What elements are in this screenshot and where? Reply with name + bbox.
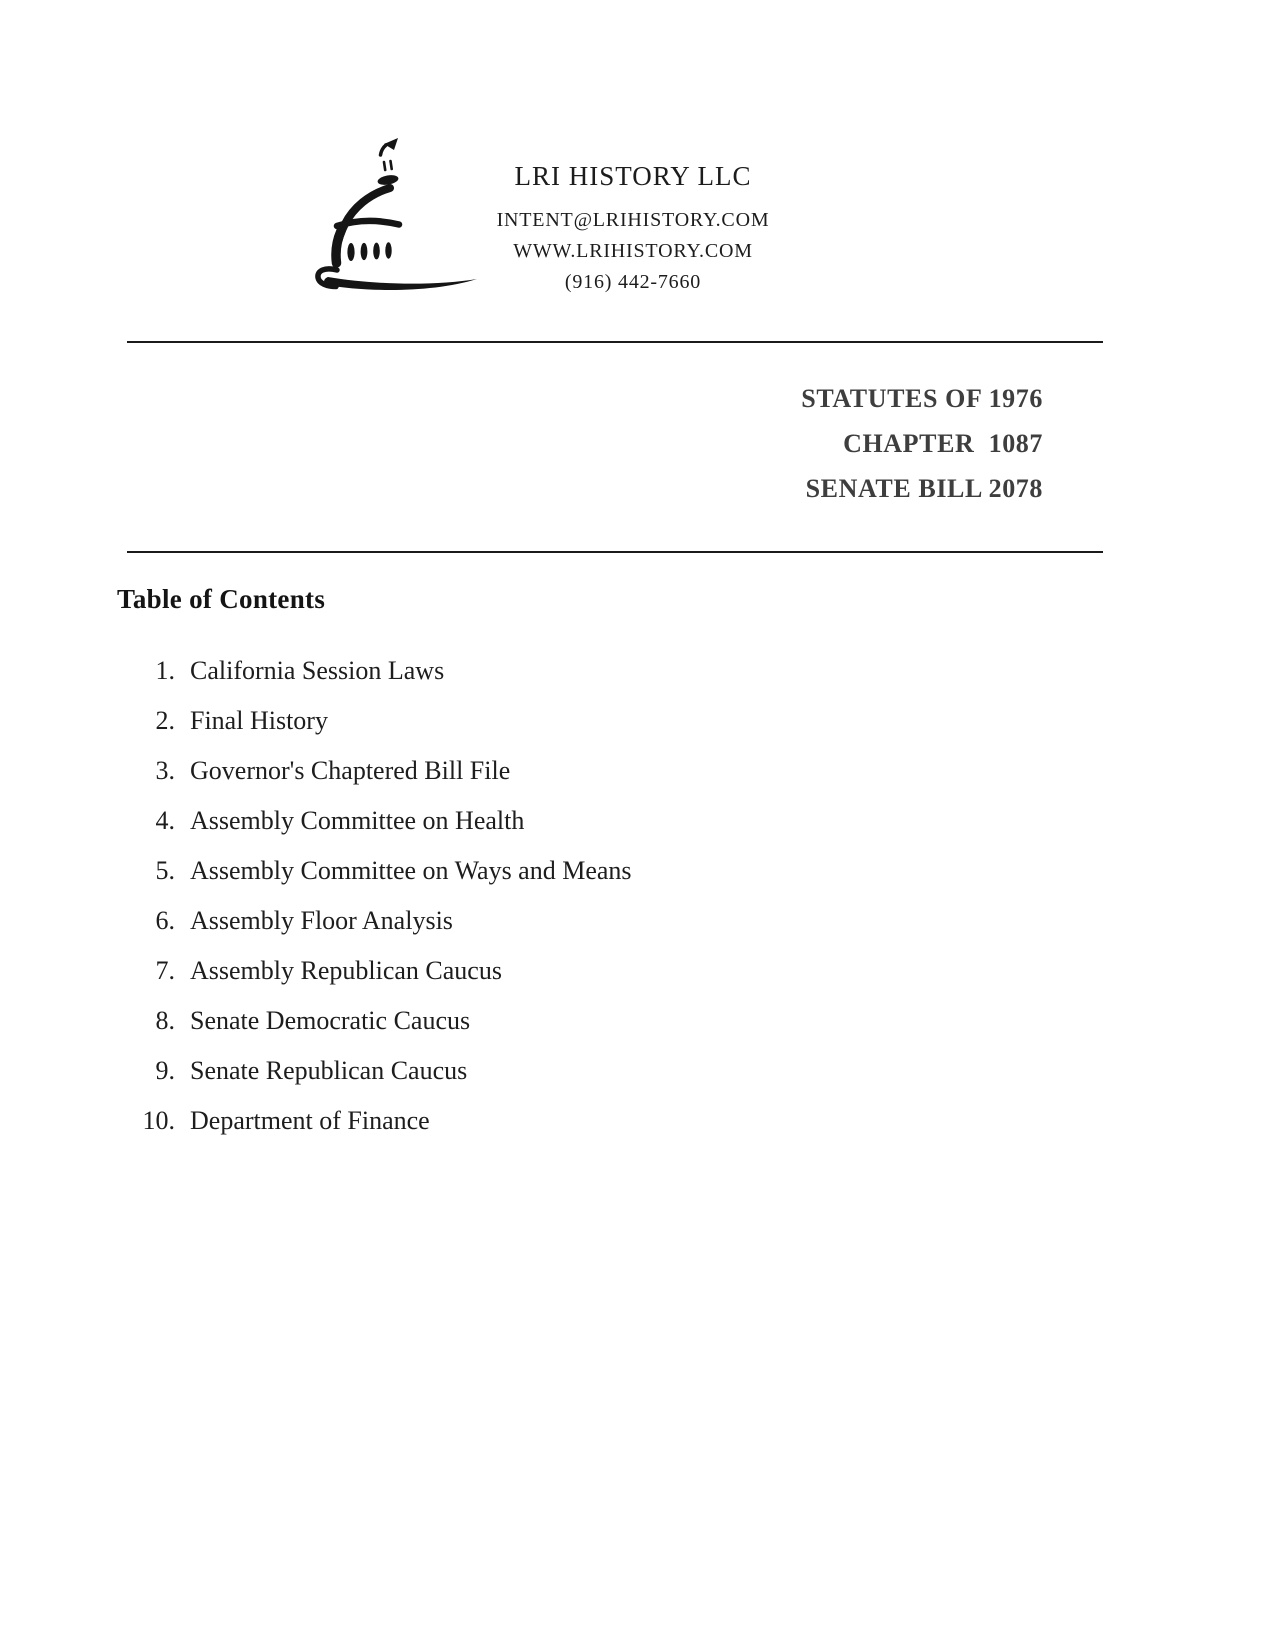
toc-item — [100, 1096, 632, 1146]
toc-item-label: Senate Democratic Caucus — [190, 1006, 471, 1035]
chapter-line: CHAPTER 1087 — [843, 429, 1043, 458]
divider-top — [127, 341, 1103, 343]
toc-item-number: 5. — [155, 856, 175, 885]
toc-item-number: 9. — [155, 1056, 175, 1085]
toc-item-label: Governor's Chaptered Bill File — [190, 756, 511, 785]
toc-title: Table of Contents — [117, 584, 326, 614]
toc-item — [100, 796, 632, 846]
toc-item-label: Assembly Floor Analysis — [190, 906, 453, 935]
phone-text: (916) 442-7660 — [564, 271, 702, 293]
toc-item — [100, 696, 632, 746]
toc-item — [100, 1046, 632, 1096]
divider-bottom — [127, 551, 1103, 553]
toc-item-number: 7. — [155, 956, 175, 985]
capitol-dome-logo-icon — [293, 128, 483, 298]
toc-item — [100, 846, 632, 896]
toc-item-label: Final History — [190, 706, 328, 735]
logo-base-bar — [337, 221, 399, 226]
toc-item-label: Senate Republican Caucus — [190, 1056, 468, 1085]
toc-item — [100, 746, 632, 796]
toc-item — [100, 946, 632, 996]
logo-column — [373, 243, 380, 260]
toc-item-label: Assembly Committee on Ways and Means — [190, 856, 632, 885]
email-text: INTENT@LRIHISTORY.COM — [496, 209, 770, 231]
statute-reference-block — [801, 376, 1043, 511]
toc-list — [100, 646, 632, 1146]
toc-item-number: 1. — [155, 656, 175, 685]
statutes-line: STATUTES OF 1976 — [801, 384, 1043, 413]
toc-item-number: 2. — [155, 706, 175, 735]
toc-item-label: Department of Finance — [190, 1106, 430, 1135]
senate-bill-line: SENATE BILL 2078 — [805, 474, 1043, 503]
website-text: WWW.LRIHISTORY.COM — [513, 240, 753, 262]
toc-item-number: 8. — [155, 1006, 175, 1035]
toc-item — [100, 896, 632, 946]
logo-base-swoosh — [324, 277, 477, 290]
toc-item-label: Assembly Committee on Health — [190, 806, 525, 835]
logo-column — [385, 242, 391, 258]
logo-column — [361, 243, 368, 260]
toc-item-label: Assembly Republican Caucus — [190, 956, 502, 985]
toc-item — [100, 996, 632, 1046]
toc-item-label: California Session Laws — [190, 656, 445, 685]
toc-item-number: 6. — [155, 906, 175, 935]
toc-item-number: 10. — [142, 1106, 175, 1135]
logo-pillar — [336, 231, 341, 263]
company-name: LRI HISTORY LLC — [514, 161, 752, 191]
toc-item-number: 3. — [155, 756, 175, 785]
logo-dome-stroke — [339, 188, 390, 239]
logo-column — [347, 243, 354, 261]
letterhead — [458, 158, 808, 298]
toc-item — [100, 646, 632, 696]
toc-item-number: 4. — [155, 806, 175, 835]
